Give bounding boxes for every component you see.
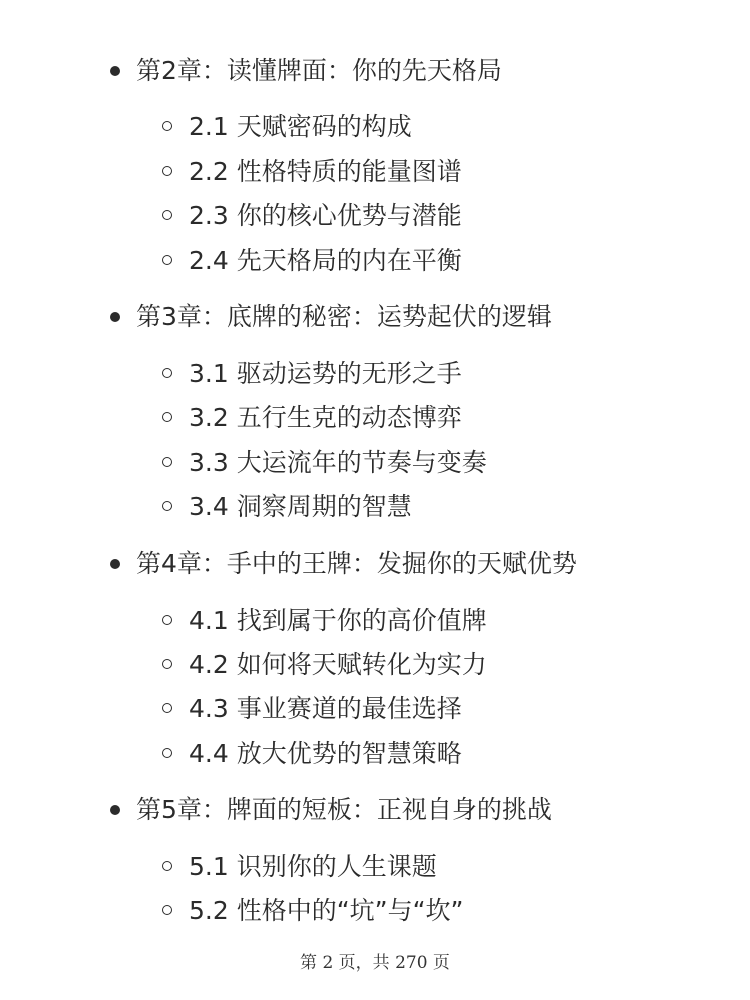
hollow-bullet-icon	[162, 457, 172, 467]
hollow-bullet-icon	[162, 703, 172, 713]
section-title: 5.2 性格中的“坑”与“坎”	[189, 896, 464, 925]
hollow-bullet-icon	[162, 861, 172, 871]
hollow-bullet-icon	[162, 501, 172, 511]
hollow-bullet-icon	[162, 615, 172, 625]
hollow-bullet-icon	[162, 659, 172, 669]
section-title: 3.1 驱动运势的无形之手	[189, 359, 462, 388]
chapter-title: 第4章：手中的王牌：发掘你的天赋优势	[136, 549, 577, 578]
hollow-bullet-icon	[162, 905, 172, 915]
section-title: 4.2 如何将天赋转化为实力	[189, 650, 487, 679]
section-title: 3.2 五行生克的动态博弈	[189, 403, 462, 432]
section-title: 2.2 性格特质的能量图谱	[189, 157, 462, 186]
hollow-bullet-icon	[162, 210, 172, 220]
filled-bullet-icon	[110, 312, 120, 322]
section-title: 4.1 找到属于你的高价值牌	[189, 606, 487, 635]
section-title: 4.3 事业赛道的最佳选择	[189, 694, 462, 723]
hollow-bullet-icon	[162, 255, 172, 265]
section-title: 5.1 识别你的人生课题	[189, 852, 437, 881]
page-number: 第 2 页，共 270 页	[300, 953, 450, 973]
chapter-title: 第5章：牌面的短板：正视自身的挑战	[136, 795, 552, 824]
section-title: 2.4 先天格局的内在平衡	[189, 246, 462, 275]
filled-bullet-icon	[110, 805, 120, 815]
chapter-title: 第2章：读懂牌面：你的先天格局	[136, 56, 502, 85]
hollow-bullet-icon	[162, 166, 172, 176]
hollow-bullet-icon	[162, 121, 172, 131]
section-title: 4.4 放大优势的智慧策略	[189, 739, 462, 768]
hollow-bullet-icon	[162, 412, 172, 422]
section-title: 3.3 大运流年的节奏与变奏	[189, 448, 487, 477]
filled-bullet-icon	[110, 66, 120, 76]
chapter-title: 第3章：底牌的秘密：运势起伏的逻辑	[136, 302, 552, 331]
hollow-bullet-icon	[162, 368, 172, 378]
section-title: 2.1 天赋密码的构成	[189, 112, 412, 141]
filled-bullet-icon	[110, 559, 120, 569]
section-title: 3.4 洞察周期的智慧	[189, 492, 412, 521]
section-title: 2.3 你的核心优势与潜能	[189, 201, 462, 230]
hollow-bullet-icon	[162, 748, 172, 758]
